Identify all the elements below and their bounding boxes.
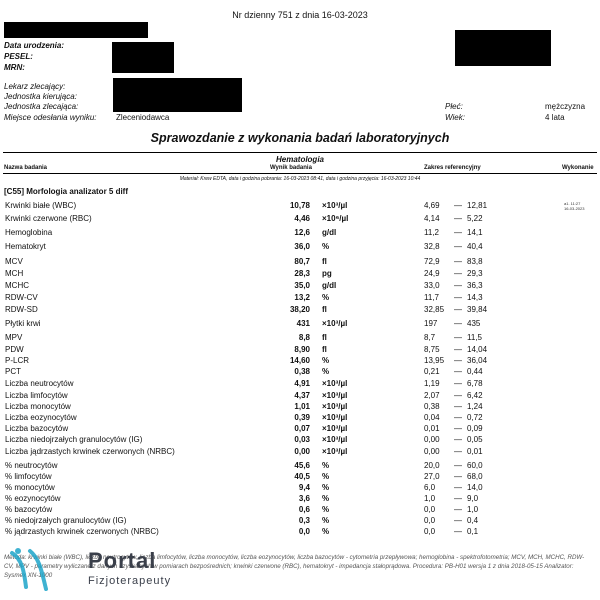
redaction-patient-ids [112,42,174,73]
execution-stamp-time: a1. 11:27 [564,201,581,206]
table-row [0,527,600,538]
ordering-unit-label: Jednostka zlecająca: [4,102,79,111]
column-header-name: Nazwa badania [4,165,48,171]
test-unit: g/dl [322,228,337,237]
test-name: P-LCR [5,356,30,365]
test-name: MCHC [5,281,29,290]
test-value: 4,46 [294,214,310,223]
test-name: % monocytów [5,483,55,492]
reference-low: 0,01 [424,424,440,433]
column-header-result: Wynik badania [270,165,312,171]
test-value: 431 [296,319,310,328]
reference-dash: — [454,281,462,290]
table-row [0,461,600,472]
table-row [0,505,600,516]
test-name: Hemoglobina [5,228,53,237]
table-row [0,472,600,483]
watermark-subtitle: Fizjoterapeuty [88,575,172,587]
send-place-label: Miejsce odesłania wyniku: [4,113,97,122]
reference-dash: — [454,269,462,278]
test-unit: ×10³/µl [322,413,348,422]
reference-dash: — [454,424,462,433]
table-row [0,242,600,253]
reference-low: 11,2 [424,228,439,237]
test-value: 3,6 [298,494,310,503]
column-header-reference: Zakres referencyjny [424,165,481,171]
test-name: Liczba neutrocytów [5,379,74,388]
reference-high: 83,8 [467,257,483,266]
reference-high: 1,0 [467,505,479,514]
reference-high: 12,81 [467,201,488,210]
reference-low: 0,21 [424,367,440,376]
reference-dash: — [454,242,462,251]
reference-dash: — [454,527,462,536]
reference-dash: — [454,447,462,456]
test-name: Płytki krwi [5,319,41,328]
test-value: 12,6 [294,228,310,237]
reference-high: 40,4 [467,242,483,251]
reference-dash: — [454,402,462,411]
age-label: Wiek: [445,113,465,122]
reference-high: 0,1 [467,527,479,536]
section-heading: Hematologia [275,155,324,164]
reference-low: 33,0 [424,281,440,290]
watermark-brand: Portal [88,548,157,573]
reference-dash: — [454,461,462,470]
test-unit: fl [322,257,327,266]
test-name: Liczba eozynocytów [5,413,77,422]
test-unit: % [322,293,330,302]
reference-dash: — [454,483,462,492]
test-name: PCT [5,367,21,376]
reference-low: 2,07 [424,391,440,400]
test-value: 40,5 [294,472,310,481]
reference-high: 0,05 [467,435,483,444]
sex-value: mężczyzna [545,102,586,111]
table-row [0,228,600,239]
column-header-execution: Wykonanie [562,165,594,171]
reference-dash: — [454,305,462,314]
test-value: 14,60 [289,356,310,365]
test-name: Liczba jądrzastych krwinek czerwonych (NRBC) [5,447,175,456]
test-unit: % [322,472,330,481]
test-name: % neutrocytów [5,461,58,470]
reference-high: 36,3 [467,281,483,290]
test-value: 13,2 [294,293,310,302]
reference-low: 197 [424,319,438,328]
reference-high: 14,3 [467,293,483,302]
reference-low: 0,00 [424,447,440,456]
reference-dash: — [454,345,462,354]
material-info: Materiał: Krew EDTA, data i godzina pobrania: 16-03-2023 08:41, data i godzina przyjęcia: 16-03-2023 10:44 [179,176,421,182]
test-unit: ×10³/µl [322,447,348,456]
reference-dash: — [454,494,462,503]
reference-low: 11,7 [424,293,439,302]
test-unit: % [322,527,330,536]
test-value: 0,6 [298,505,310,514]
table-row [0,305,600,316]
reference-high: 5,22 [467,214,483,223]
reference-dash: — [454,214,462,223]
test-name: % jądrzastych krwinek czerwonych (NRBC) [5,527,159,536]
reference-high: 1,24 [467,402,483,411]
reference-high: 0,01 [467,447,483,456]
table-row [0,319,600,330]
test-name: RDW-SD [5,305,38,314]
reference-high: 36,04 [467,356,488,365]
table-row [0,379,600,390]
reference-high: 60,0 [467,461,483,470]
test-unit: ×10³/µl [322,391,348,400]
test-unit: % [322,356,330,365]
reference-low: 0,04 [424,413,440,422]
test-name: % niedojrzałych granulocytów (IG) [5,516,127,525]
reference-high: 0,72 [467,413,483,422]
table-row [0,257,600,268]
reference-low: 8,75 [424,345,440,354]
redaction-name [4,22,148,38]
pesel-label: PESEL: [4,52,33,61]
page-title: Sprawozdanie z wykonania badań laboratoryjnych [150,131,450,145]
reference-high: 0,4 [467,516,479,525]
reference-low: 6,0 [424,483,436,492]
test-name: Liczba monocytów [5,402,71,411]
test-unit: g/dl [322,281,337,290]
execution-stamp-date: 16-03-2023 [564,206,585,211]
reference-low: 72,9 [424,257,440,266]
birth-date-label: Data urodzenia: [4,41,65,50]
test-name: % eozynocytów [5,494,61,503]
test-value: 1,01 [294,402,310,411]
test-unit: ×10⁶/µl [322,214,349,223]
test-unit: pg [322,269,332,278]
reference-high: 14,1 [467,228,483,237]
test-name: RDW-CV [5,293,38,302]
header-divider [3,173,597,174]
table-row [0,281,600,292]
table-row [0,447,600,458]
reference-high: 14,0 [467,483,483,492]
test-name: Hematokryt [5,242,46,251]
reference-low: 32,8 [424,242,440,251]
test-unit: % [322,461,330,470]
test-value: 10,78 [289,201,310,210]
reference-low: 20,0 [424,461,440,470]
test-value: 28,3 [294,269,310,278]
reference-high: 6,42 [467,391,483,400]
test-name: Liczba limfocytów [5,391,68,400]
test-value: 0,00 [294,447,310,456]
test-unit: ×10³/µl [322,435,348,444]
reference-dash: — [454,505,462,514]
test-value: 0,0 [298,527,310,536]
test-value: 0,3 [298,516,310,525]
reference-dash: — [454,435,462,444]
reference-dash: — [454,367,462,376]
table-row [0,333,600,344]
test-unit: % [322,516,330,525]
reference-high: 9,0 [467,494,479,503]
reference-low: 4,14 [424,214,440,223]
reference-dash: — [454,391,462,400]
reference-dash: — [454,201,462,210]
referring-unit-label: Jednostka kierująca: [4,92,77,101]
method-notes: Metoda: krwinki białe (WBC), liczba neutrocytów, liczba limfocytów, liczba monocytów, liczba eozynocytów, liczba bazocytów - cytometria przepływowa; hemoglobina - spektrofotometria; MCV, MCH, MCHC, RDW-CV, MPV - parametry wyliczane z danych uzyskanych w pomiarach bezpośrednich; krwinki czerwone (RBC), hematokryt - impedancja stałoprądowa. Procedura: PB-H01 wersja 1 z dnia 2018-05-15 Analizator: Sysmex XN-1000 [4,554,585,579]
reference-high: 0,09 [467,424,483,433]
table-row [0,214,600,225]
reference-dash: — [454,516,462,525]
test-name: Liczba bazocytów [5,424,69,433]
table-row [0,413,600,424]
table-row [0,293,600,304]
test-unit: % [322,494,330,503]
test-name: Krwinki białe (WBC) [5,201,77,210]
reference-low: 8,7 [424,333,436,342]
table-row [0,516,600,527]
test-name: Liczba niedojrzałych granulocytów (IG) [5,435,143,444]
age-value: 4 lata [545,113,565,122]
test-value: 8,90 [294,345,310,354]
sex-label: Płeć: [445,102,463,111]
test-value: 0,07 [294,424,310,433]
test-value: 4,91 [294,379,310,388]
reference-high: 435 [467,319,481,328]
reference-low: 0,38 [424,402,440,411]
table-row [0,201,600,212]
reference-dash: — [454,379,462,388]
reference-low: 32,85 [424,305,445,314]
panel-title: [C55] Morfologia analizator 5 diff [4,187,129,196]
report-number: Nr dzienny 751 z dnia 16-03-2023 [232,10,368,20]
reference-low: 4,69 [424,201,440,210]
reference-dash: — [454,356,462,365]
test-unit: ×10³/µl [322,319,348,328]
table-row [0,483,600,494]
test-unit: fl [322,333,327,342]
execution-stamp [564,201,584,211]
reference-high: 6,78 [467,379,483,388]
test-name: % limfocytów [5,472,52,481]
test-value: 0,39 [294,413,310,422]
doctor-label: Lekarz zlecający: [4,82,66,91]
reference-low: 0,0 [424,527,436,536]
table-row [0,345,600,356]
test-value: 45,6 [294,461,310,470]
send-place-value: Zleceniodawca [116,113,170,122]
test-unit: % [322,367,330,376]
test-value: 0,03 [294,435,310,444]
reference-low: 0,0 [424,505,436,514]
test-name: PDW [5,345,24,354]
reference-dash: — [454,228,462,237]
test-unit: % [322,483,330,492]
table-row [0,402,600,413]
title-divider [3,152,597,153]
test-unit: ×10³/µl [322,424,348,433]
reference-low: 0,00 [424,435,440,444]
test-unit: fl [322,345,327,354]
table-row [0,494,600,505]
mrn-label: MRN: [4,63,25,72]
test-value: 9,4 [298,483,310,492]
test-name: MCV [5,257,23,266]
reference-dash: — [454,333,462,342]
test-unit: fl [322,305,327,314]
reference-dash: — [454,472,462,481]
test-value: 35,0 [294,281,310,290]
test-value: 80,7 [294,257,310,266]
reference-low: 24,9 [424,269,440,278]
portal-logo-icon [4,547,84,593]
test-value: 4,37 [294,391,310,400]
reference-low: 13,95 [424,356,445,365]
reference-dash: — [454,293,462,302]
table-row [0,269,600,280]
test-value: 38,20 [289,305,310,314]
reference-high: 0,44 [467,367,483,376]
reference-low: 0,0 [424,516,436,525]
table-row [0,391,600,402]
table-row [0,367,600,378]
reference-high: 11,5 [467,333,482,342]
test-unit: ×10³/µl [322,379,348,388]
test-name: MCH [5,269,24,278]
reference-dash: — [454,413,462,422]
test-value: 8,8 [298,333,310,342]
table-row [0,424,600,435]
test-name: % bazocytów [5,505,53,514]
test-unit: ×10³/µl [322,402,348,411]
reference-dash: — [454,257,462,266]
reference-high: 14,04 [467,345,488,354]
reference-high: 68,0 [467,472,483,481]
test-unit: ×10³/µl [322,201,348,210]
reference-low: 1,19 [424,379,440,388]
reference-high: 29,3 [467,269,483,278]
reference-low: 27,0 [424,472,440,481]
reference-dash: — [454,319,462,328]
table-row [0,356,600,367]
test-value: 36,0 [294,242,310,251]
test-unit: % [322,242,330,251]
test-name: MPV [5,333,23,342]
test-unit: % [322,505,330,514]
reference-low: 1,0 [424,494,436,503]
reference-high: 39,84 [467,305,488,314]
redaction-barcode [455,30,551,66]
test-value: 0,38 [294,367,310,376]
test-name: Krwinki czerwone (RBC) [5,214,92,223]
table-row [0,435,600,446]
redaction-units [113,78,242,112]
